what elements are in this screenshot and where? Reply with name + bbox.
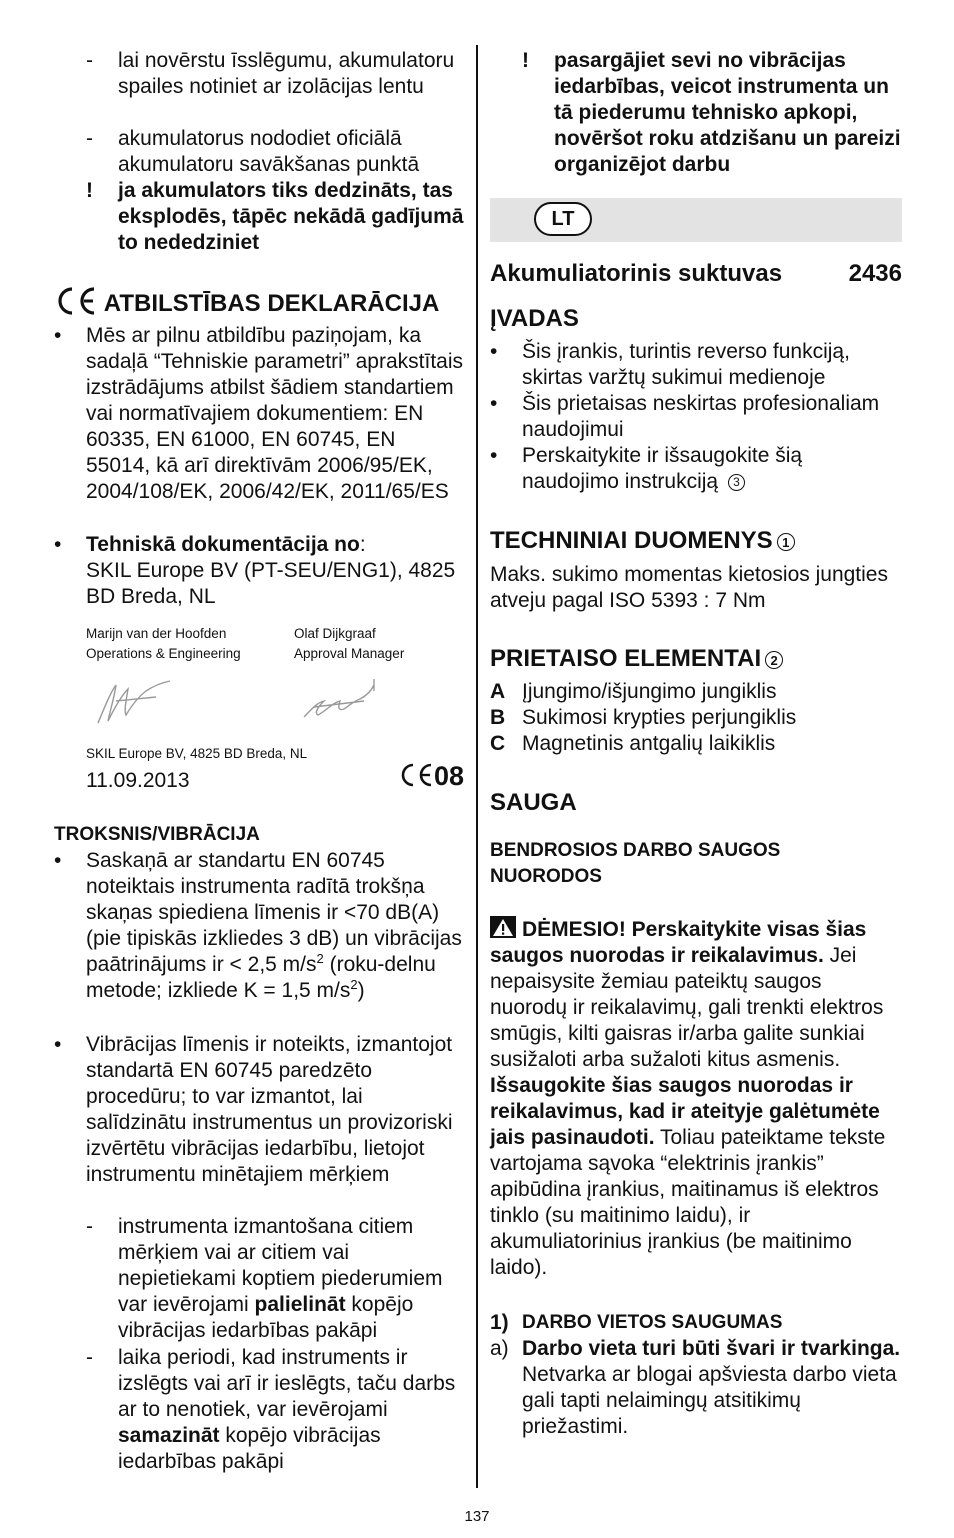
ce-year-mark: 08	[398, 762, 464, 792]
figure-ref-badge: 2	[765, 651, 783, 669]
bullet-item: • Šis prietaisas neskirtas profesionaliam naudojimui	[490, 392, 880, 441]
bullet-item: • Mēs ar pilnu atbildību paziņojam, ka sadaļā “Tehniskie parametri” aprakstītais izstrādājums atbilst šādiem standartiem vai normatīvajiem dokumentiem: EN 60335, EN 61000, EN 60745, EN 55014, kā arī direktīvām 2006/95/EK, 2004/108/EK, 2006/42/EK, 2011/65/ES	[54, 324, 463, 503]
warning-item: ! pasargājiet sevi no vibrācijas iedarbības, veicot instrumenta un tā piederumu tehnisko apkopi, novēršot roku atdzišanu un pareizi organizējot darbu	[522, 49, 901, 176]
figure-ref-badge: 3	[728, 474, 745, 491]
dash-item: - laika periodi, kad instruments ir izslēgts vai arī ir ieslēgts, taču darbs ar to nenotiek, var ievērojami samazināt kopējo vibrācijas iedarbības pakāpi	[86, 1346, 456, 1473]
work-area-heading: 1) DARBO VIETOS SAUGUMAS	[490, 1311, 783, 1334]
general-safety-heading: BENDROSIOS DARBO SAUGOS NUORODOS	[490, 840, 781, 887]
list-item: A Įjungimo/išjungimo jungiklis	[490, 680, 777, 703]
warning-triangle-icon	[490, 916, 516, 938]
column-divider	[476, 45, 478, 1488]
dash-item: - instrumenta izmantošana citiem mērķiem vai ar citiem vai nepietiekami koptiem piederumiem var ievērojami palielināt kopējo vibrācijas iedarbības pakāpi	[86, 1215, 443, 1342]
bullet-item: • Perskaitykite ir išsaugokite šią naudojimo instrukciją 3	[490, 444, 803, 493]
list-item: a) Darbo vieta turi būti švari ir tvarkinga. Netvarka ar blogai apšviesta darbo vieta gali tapti nelaimingų atsitikimų priežastimi.	[490, 1337, 901, 1438]
safety-heading: SAUGA	[490, 789, 577, 816]
bullet-item: • Saskaņā ar standartu EN 60745 noteiktais instrumenta radītā trokšņa skaņas spiediena līmenis ir <70 dB(A) (pie tipiskās izkliedes 3 dB) un vibrācijas paātrinājums ir < 2,5 $m/s^2$ (roku-delnu metode; izkliede K = 1,5 $m/s^2$)	[54, 849, 462, 1002]
signature-1-icon	[86, 671, 176, 731]
dash-item: - akumulatorus nododiet oficiālā akumulatoru savākšanas punktā	[86, 127, 420, 176]
intro-heading: ĮVADAS	[490, 305, 579, 332]
tech-text: Maks. sukimo momentas kietosios jungties atveju pagal ISO 5393 : 7 Nm	[490, 563, 888, 612]
bullet-item: • Šis įrankis, turintis reverso funkciją, skirtas varžtų sukimui medienoje	[490, 340, 850, 389]
ce-mark-icon	[398, 762, 434, 788]
elements-list	[490, 679, 902, 757]
dash-item: - lai novērstu īsslēgumu, akumulatoru spailes notiniet ar izolācijas lentu	[86, 49, 455, 98]
signature-2-icon	[294, 671, 384, 731]
bullet-item: • Tehniskā dokumentācija no: SKIL Europe BV (PT-SEU/ENG1), 4825 BD Breda, NL	[54, 533, 456, 608]
list-item: B Sukimosi krypties perjungiklis	[490, 706, 797, 729]
ce-mark-icon	[54, 286, 98, 316]
signatures: Marijn van der Hoofden Operations & Engineering Olaf Dijkgraaf Approval Manager SKIL Europe BV, 4825 BD Breda, NL	[86, 626, 405, 761]
warning-item: ! ja akumulators tiks dedzināts, tas eksplodēs, tāpēc nekādā gadījumā to nededziniet	[86, 179, 464, 254]
product-title: Akumuliatorinis suktuvas 2436	[490, 260, 902, 287]
language-code: LT	[534, 202, 592, 236]
declaration-heading: ATBILSTĪBAS DEKLARĀCIJA	[54, 286, 474, 319]
bullet-item: • Vibrācijas līmenis ir noteikts, izmantojot standartā EN 60745 paredzēto procedūru; to var izmantot, lai salīdzinātu instrumentus un provizoriski izvērtētu vibrācijas iedarbību, lietojot instrumentu minētajiem mērķiem	[54, 1033, 453, 1186]
declaration-date: 11.09.2013	[86, 769, 190, 792]
elements-heading: PRIETAISO ELEMENTAI 2	[490, 644, 783, 674]
figure-ref-badge: 1	[777, 533, 795, 551]
attention-paragraph: DĖMESIO! Perskaitykite visas šias saugos nuorodas ir reikalavimus. Jei nepaisysite žemiau pateiktų saugos nuorodų ir reikalavimų, gali trenkti elektros smūgis, kilti gaisras ir/arba galite sunkiai susižaloti arba sužaloti kitus asmenis. Išsaugokite šias saugos nuorodas ir reikalavimus, kad ir ateityje galėtumėte jais pasinaudoti. Toliau pateiktame tekste vartojama sąvoka “elektrinis įrankis” apibūdina įrankius, maitinamus iš elektros tinklo (su maitinimo laidu), ir akumuliatorinius įrankius (be maitinimo laido).	[490, 918, 886, 1279]
list-item: C Magnetinis antgalių laikiklis	[490, 732, 776, 755]
language-band	[490, 198, 902, 242]
tech-heading: TECHNINIAI DUOMENYS 1	[490, 526, 795, 556]
noise-heading: TROKSNIS/VIBRĀCIJA	[54, 824, 260, 845]
page-number: 137	[464, 1508, 490, 1525]
